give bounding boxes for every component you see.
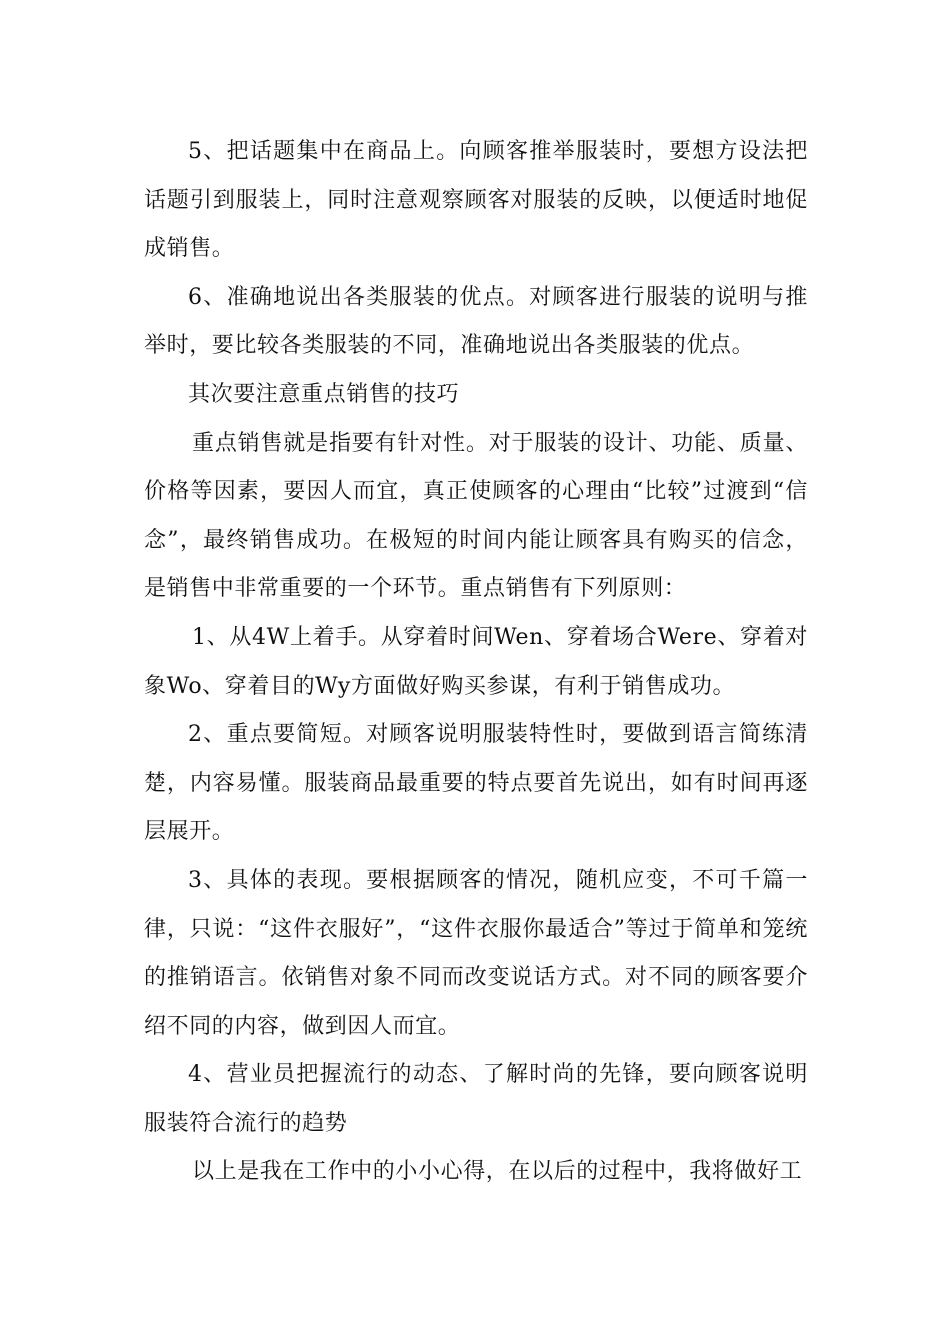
paragraph-conclusion: 以上是我在工作中的小小心得，在以后的过程中，我将做好工 — [192, 1159, 803, 1185]
paragraph-principle-3: 3、具体的表现。要根据顾客的情况，随机应变，不可千篇一律，只说：“这件衣服好”，“这件衣服你最适合”等过于简单和笼统的推销语言。依销售对象不同而改变说话方式。对不同的顾客要介绍不同的内容，做到因人而宜。 — [144, 867, 808, 1039]
document-body — [144, 128, 808, 1197]
paragraph-point-6: 6、准确地说出各类服装的优点。对顾客进行服装的说明与推举时，要比较各类服装的不同，准确地说出各类服装的优点。 — [144, 284, 808, 359]
paragraph-point-5: 5、把话题集中在商品上。向顾客推举服装时，要想方设法把话题引到服装上，同时注意观察顾客对服装的反映，以便适时地促成销售。 — [144, 139, 808, 262]
section-heading-key-sales: 其次要注意重点销售的技巧 — [188, 381, 460, 407]
paragraph-principle-2: 2、重点要简短。对顾客说明服装特性时，要做到语言简练清楚，内容易懂。服装商品最重要的特点要首先说出，如有时间再逐层展开。 — [144, 722, 808, 845]
paragraph-principle-1: 1、从4W上着手。从穿着时间Wen、穿着场合Were、穿着对象Wo、穿着目的Wy方面做好购买参谋，有利于销售成功。 — [144, 624, 808, 699]
paragraph-key-sales-intro: 重点销售就是指要有针对性。对于服装的设计、功能、质量、价格等因素，要因人而宜，真正使顾客的心理由“比较”过渡到“信念”，最终销售成功。在极短的时间内能让顾客具有购买的信念，是销售中非常重要的一个环节。重点销售有下列原则： — [144, 430, 808, 602]
paragraph-principle-4: 4、营业员把握流行的动态、了解时尚的先锋，要向顾客说明服装符合流行的趋势 — [144, 1062, 808, 1136]
